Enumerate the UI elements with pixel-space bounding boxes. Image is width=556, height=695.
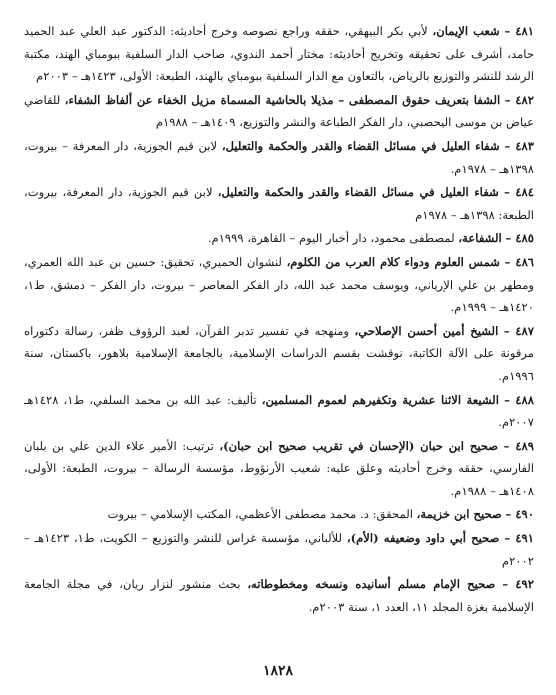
reference-number: ٤٨٥ – bbox=[505, 231, 534, 246]
reference-entry bbox=[24, 251, 534, 319]
reference-entry bbox=[24, 389, 534, 434]
reference-number: ٤٨٧ – bbox=[503, 323, 535, 338]
page-number: ١٨٢٨ bbox=[262, 663, 294, 679]
reference-details: لابن قيم الجوزية، دار المعرفة، بيروت، الطبعة: ١٣٩٨هـ – ١٩٧٨م bbox=[24, 185, 534, 222]
reference-title: الشفا بتعريف حقوق المصطفى – مذيلا بالحاشية المسماة مزيل الخفاء عن ألفاظ الشفاء، bbox=[64, 92, 501, 107]
reference-number: ٤٩١ – bbox=[504, 531, 534, 546]
reference-number: ٤٨٨ – bbox=[504, 392, 535, 407]
reference-number: ٤٨٤ – bbox=[503, 185, 534, 200]
reference-title: الشيخ أمين أحسن الإصلاحي، bbox=[354, 323, 499, 338]
reference-entry bbox=[24, 527, 534, 572]
reference-entry bbox=[24, 435, 534, 503]
reference-entry bbox=[24, 181, 534, 226]
reference-details: لمصطفى محمود، دار أخبار اليوم – القاهرة، ١٩٩٩م. bbox=[207, 231, 459, 246]
reference-title: شفاء العليل في مسائل القضاء والقدر والحكمة والتعليل، bbox=[221, 138, 500, 153]
reference-number: ٤٩٢ – bbox=[502, 577, 535, 592]
reference-entry bbox=[24, 227, 534, 250]
reference-details: لأبي بكر البيهقي، حققه وراجع نصوصه وخرج أحاديثه: الدكتور عبد العلي عبد الحميد حامد، أشرف على تحقيقه وتخريج أحاديثه: مختار أحمد الندوي، صاحب الدار السلفية ببومباي الهند، مكتبة الرشد للنشر والتوزيع بالرياض، بالتعاون مع الدار السلفية ببومباي بالهند، الطبعة: الأولى، ١٤٢٣هـ – ٢٠٠٣م bbox=[24, 24, 534, 84]
reference-title: صحيح ابن خزيمة، bbox=[416, 507, 502, 522]
reference-title: شمس العلوم ودواء كلام العرب من الكلوم، bbox=[286, 254, 500, 269]
reference-entry bbox=[24, 573, 534, 618]
reference-number: ٤٨٦ – bbox=[504, 254, 535, 269]
reference-details: للألباني، مؤسسة غراس للنشر والتوزيع – الكويت، ط١، ١٤٢٣هـ – ٢٠٠٢م bbox=[24, 531, 534, 568]
reference-title: صحيح ابن حبان (الإحسان في تقريب صحيح ابن حبان)، bbox=[219, 438, 499, 453]
reference-number: ٤٨٩ – bbox=[503, 438, 534, 453]
reference-details: بحث منشور لنزار ريان، في مجلة الجامعة الإسلامية بغزة المجلد ١١، العدد ١، سنة ٢٠٠٣م. bbox=[24, 577, 534, 614]
reference-title: صحيح أبي داود وضعيفه (الأم)، bbox=[346, 531, 500, 546]
reference-details: ومنهجه في تفسير تدبر القرآن، لعبد الرؤوف ظفر، رسالة دكتوراه مرقونة على الآلة الكاتبة، نوقشت بقسم الدراسات الإسلامية، بالجامعة الإسلامية بلاهور، باكستان، سنة ١٩٩٦م. bbox=[24, 323, 534, 383]
reference-title: صحيح الإمام مسلم أسانيده ونسخه ومخطوطاته، bbox=[247, 577, 496, 592]
reference-title: شفاء العليل في مسائل القضاء والقدر والحكمة والتعليل، bbox=[217, 185, 499, 200]
reference-details: لنشوان الحميري، تحقيق: حسين بن عبد الله العمري، ومطهر بن علي الإرياني، ويوسف محمد عبد الله، دار الفكر المعاصر – بيروت، دار الفكر – دمشق، ط١، ١٤٢٠هـ – ١٩٩٩م. bbox=[24, 254, 534, 315]
reference-details: للقاضي عياض بن موسى اليحصبي، دار الفكر الطباعة والنشر والتوزيع، ١٤٠٩هـ – ١٩٨٨م bbox=[24, 92, 534, 130]
reference-number: ٤٨١ – bbox=[504, 24, 535, 38]
reference-title: الشفاعة، bbox=[458, 231, 502, 246]
reference-details: المحقق: د. محمد مصطفى الأعظمي، المكتب الإسلامي – بيروت bbox=[107, 507, 417, 522]
reference-title: شعب الإيمان، bbox=[432, 24, 500, 38]
reference-entry bbox=[24, 320, 534, 388]
reference-entry bbox=[24, 89, 534, 134]
reference-entry bbox=[24, 503, 534, 526]
reference-number: ٤٩٠ – bbox=[505, 507, 534, 522]
reference-entry bbox=[24, 135, 534, 180]
reference-number: ٤٨٣ – bbox=[504, 138, 534, 153]
reference-entry bbox=[24, 20, 534, 88]
reference-number: ٤٨٢ – bbox=[504, 92, 534, 107]
reference-title: الشيعة الاثنا عشرية وتكفيرهم لعموم المسلمين، bbox=[261, 392, 499, 407]
reference-details: ترتيب: الأمير علاء الدين علي بن بلبان الفارسي، حققه وخرج أحاديثه وعلق عليه: شعيب الأرنؤوط، مؤسسة الرسالة – بيروت، الطبعة: الأولى، ١٤٠٨هـ – ١٩٨٨م. bbox=[24, 438, 534, 498]
reference-details: لابن قيم الجوزية، دار المعرفة – بيروت، ١٣٩٨هـ – ١٩٧٨م. bbox=[24, 138, 534, 176]
reference-list bbox=[24, 20, 534, 655]
reference-details: تأليف: عبد الله بن محمد السلفي، ط١، ١٤٢٨هـ ٢٠٠٧م. bbox=[24, 392, 534, 430]
